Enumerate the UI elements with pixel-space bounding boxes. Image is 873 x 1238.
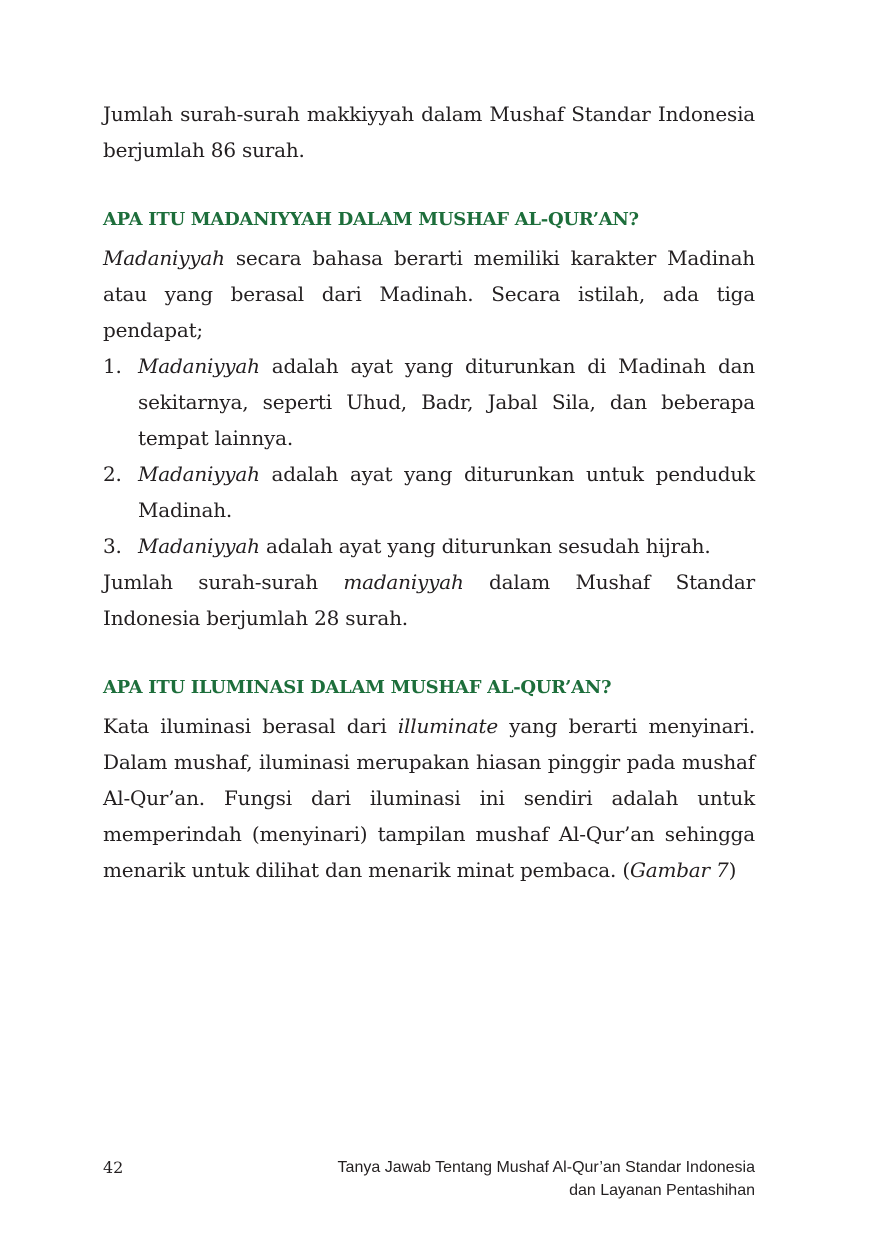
list-item-text: adalah ayat yang diturunkan sesudah hijrah. (259, 534, 711, 558)
heading-madaniyyah: APA ITU MADANIYYAH DALAM MUSHAF AL-QUR’AN? (103, 209, 639, 230)
intro-paragraph: Jumlah surah-surah makkiyyah dalam Mushaf Standar Indonesia berjumlah 86 surah. (103, 102, 755, 162)
list-item-text: adalah ayat yang diturunkan untuk penduduk Madinah. (138, 462, 755, 522)
list-item (103, 528, 755, 564)
madaniyyah-definition-text: secara bahasa berarti memiliki karakter Madinah atau yang berasal dari Madinah. Secara istilah, ada tiga pendapat; (103, 246, 755, 342)
list-item-number: 1. (103, 354, 122, 378)
iluminasi-text-before: Kata iluminasi berasal dari (103, 714, 398, 738)
running-title-line-2: dan Layanan Pentashihan (569, 1182, 755, 1199)
madaniyyah-term: Madaniyyah (103, 246, 225, 270)
list-item-term: Madaniyyah (138, 534, 260, 558)
figure-reference: Gambar 7 (629, 858, 729, 882)
page-body (103, 96, 755, 888)
running-title (338, 1156, 755, 1202)
count-term: madaniyyah (343, 570, 464, 594)
list-item (103, 348, 755, 456)
madaniyyah-definition (103, 240, 755, 348)
list-item-text: adalah ayat yang diturunkan di Madinah dan sekitarnya, seperti Uhud, Badr, Jabal Sila, dan beberapa tempat lainnya. (138, 354, 755, 450)
madaniyyah-count-paragraph (103, 564, 755, 636)
page-number: 42 (103, 1158, 124, 1177)
heading-iluminasi: APA ITU ILUMINASI DALAM MUSHAF AL-QUR’AN? (103, 677, 612, 698)
iluminasi-term: illuminate (397, 714, 498, 738)
madaniyyah-opinions-list (103, 348, 755, 564)
iluminasi-text-end: ) (728, 858, 737, 882)
list-item-term: Madaniyyah (138, 462, 260, 486)
count-text-after: dalam Mushaf Standar Indonesia berjumlah 28 surah. (103, 570, 756, 630)
list-item-term: Madaniyyah (138, 354, 260, 378)
count-text-before: Jumlah surah-surah (103, 570, 344, 594)
iluminasi-text-after: yang berarti menyinari. Dalam mushaf, iluminasi merupakan hiasan pinggir pada mushaf Al-Qur’an. Fungsi dari iluminasi ini sendiri adalah untuk memperindah (menyinari) tampilan mushaf Al-Qur’an sehingga menarik untuk dilihat dan menarik minat pembaca. ( (103, 714, 756, 882)
list-item-number: 3. (103, 534, 122, 558)
iluminasi-paragraph (103, 708, 755, 888)
list-item-number: 2. (103, 462, 122, 486)
list-item (103, 456, 755, 528)
running-title-line-1: Tanya Jawab Tentang Mushaf Al-Qur’an Standar Indonesia (337, 1159, 755, 1176)
